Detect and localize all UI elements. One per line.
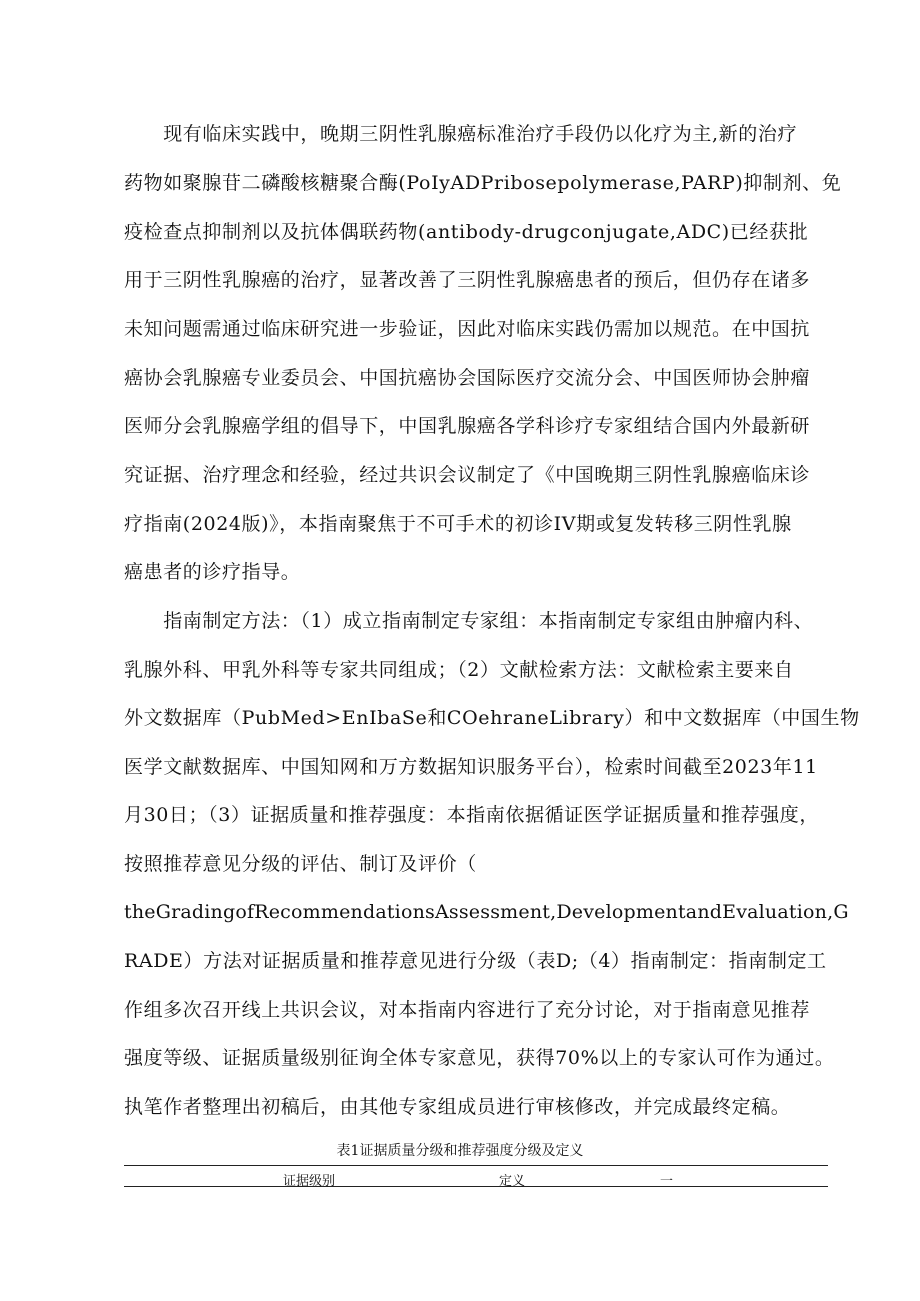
table-header-evidence-level: 证据级别 bbox=[283, 1174, 336, 1189]
paragraph-line: 药物如聚腺苷二磷酸核糖聚合酶(PoIyADPribosepolymerase,PARP)抑制剂、免 bbox=[124, 172, 842, 194]
paragraph-line: 按照推荐意见分级的评估、制订及评价（ bbox=[124, 853, 477, 875]
paragraph-line: 执笔作者整理出初稿后，由其他专家组成员进行审核修改，并完成最终定稿。 bbox=[124, 1096, 791, 1118]
paragraph-line: 疗指南(2024版)》，本指南聚焦于不可手术的初诊IV期或复发转移三阴性乳腺 bbox=[124, 513, 792, 535]
paragraph-line: theGradingofRecommendationsAssessment,DevelopmentandEvaluation,G bbox=[124, 901, 849, 923]
paragraph-line: 癌患者的诊疗指导。 bbox=[124, 561, 301, 583]
paragraph-line: 未知问题需通过临床研究进一步验证，因此对临床实践仍需加以规范。在中国抗 bbox=[124, 318, 811, 340]
paragraph-line: 作组多次召开线上共识会议，对本指南内容进行了充分讨论，对于指南意见推荐 bbox=[124, 999, 811, 1021]
paragraph-line: 乳腺外科、甲乳外科等专家共同组成；（2）文献检索方法：文献检索主要来自 bbox=[124, 659, 794, 681]
table-caption: 表1证据质量分级和推荐强度分级及定义 bbox=[336, 1143, 584, 1159]
table-header-rule bbox=[124, 1186, 828, 1187]
paragraph-line: 究证据、治疗理念和经验，经过共识会议制定了《中国晚期三阴性乳腺癌临床诊 bbox=[124, 464, 811, 486]
paragraph-line: 医学文献数据库、中国知网和万方数据知识服务平台），检索时间截至2023年11 bbox=[124, 756, 818, 778]
table-header-dash: 一 bbox=[660, 1174, 674, 1189]
paragraph-line: 癌协会乳腺癌专业委员会、中国抗癌协会国际医疗交流分会、中国医师协会肿瘤 bbox=[124, 367, 811, 389]
paragraph-line: 现有临床实践中，晚期三阴性乳腺癌标准治疗手段仍以化疗为主,新的治疗 bbox=[124, 123, 798, 145]
table-top-rule bbox=[124, 1165, 828, 1166]
paragraph-line: RADE）方法对证据质量和推荐意见进行分级（表D;（4）指南制定：指南制定工 bbox=[124, 950, 827, 972]
paragraph-line: 医师分会乳腺癌学组的倡导下，中国乳腺癌各学科诊疗专家组结合国内外最新研 bbox=[124, 415, 811, 437]
paragraph-line: 月30日；（3）证据质量和推荐强度：本指南依据循证医学证据质量和推荐强度， bbox=[124, 804, 819, 826]
paragraph-line: 指南制定方法：（1）成立指南制定专家组：本指南制定专家组由肿瘤内科、 bbox=[124, 610, 814, 632]
paragraph-line: 强度等级、证据质量级别征询全体专家意见，获得70%以上的专家认可作为通过。 bbox=[124, 1047, 835, 1069]
paragraph-line: 疫检查点抑制剂以及抗体偶联药物(antibody-drugconjugate,ADC)已经获批 bbox=[124, 221, 809, 243]
paragraph-line: 用于三阴性乳腺癌的治疗，显著改善了三阴性乳腺癌患者的预后，但仍存在诸多 bbox=[124, 269, 811, 291]
paragraph-line: 外文数据库（PubMed>EnIbaSe和COehraneLibrary）和中文数据库（中国生物 bbox=[124, 707, 860, 729]
table-header-definition: 定义 bbox=[499, 1174, 526, 1189]
